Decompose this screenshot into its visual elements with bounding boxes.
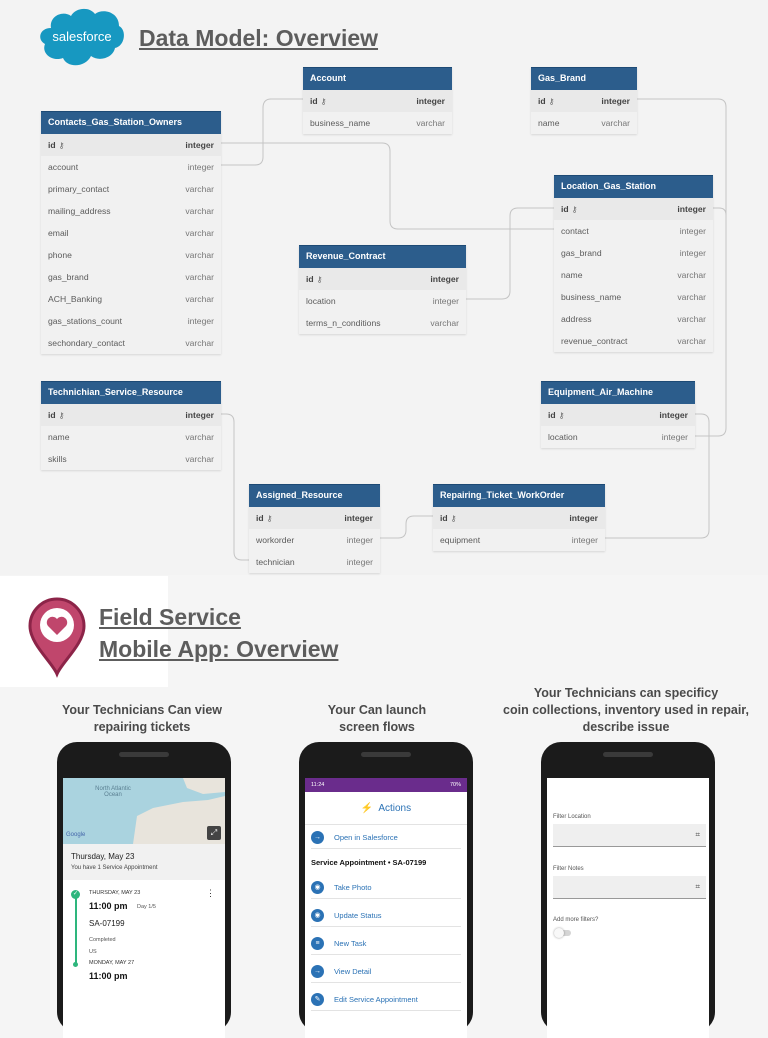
table-contacts-gas-station-owners <box>41 111 221 354</box>
table-account <box>303 67 452 134</box>
column-row <box>554 264 713 286</box>
actions-title: Actions <box>378 802 412 814</box>
phone-screen <box>63 778 225 1038</box>
filter-notes-input[interactable] <box>553 876 706 899</box>
action-label: Update Status <box>334 910 382 920</box>
phone-screen <box>305 778 467 1038</box>
column-type: varchar <box>185 338 214 348</box>
key-icon: ⚷ <box>450 513 457 523</box>
filter-notes-label: Filter Notes <box>553 866 584 872</box>
column-row <box>41 332 221 354</box>
column-name: id <box>48 140 56 150</box>
appointments-note: You have 1 Service Appointment <box>71 865 158 871</box>
key-icon: ⚷ <box>58 410 65 420</box>
column-name: gas_brand <box>48 272 89 282</box>
column-name: id <box>310 96 318 106</box>
column-type: varchar <box>677 270 706 280</box>
phone-speaker <box>361 752 411 757</box>
column-type: integer <box>346 535 373 545</box>
time1: 11:00 pm <box>89 901 128 911</box>
status-battery: 70% <box>449 782 461 788</box>
table-header: Repairing_Ticket_WorkOrder <box>433 484 605 507</box>
column-name: address <box>561 314 592 324</box>
key-icon: ⚷ <box>320 96 327 106</box>
caption-line: coin collections, inventory used in repair, <box>503 703 749 717</box>
phone-tickets <box>57 742 231 1032</box>
column-name: location <box>548 432 578 442</box>
table-equipment-air-machine <box>541 381 695 448</box>
column-name: terms_n_conditions <box>306 318 381 328</box>
phone-actions <box>299 742 473 1032</box>
column-row <box>299 290 466 312</box>
phone-filters <box>541 742 715 1032</box>
table-header: Equipment_Air_Machine <box>541 381 695 404</box>
status-text: Completed <box>89 937 116 943</box>
table-header: Location_Gas_Station <box>554 175 713 198</box>
column-type: integer <box>185 410 214 420</box>
column-type: integer <box>661 432 688 442</box>
column-type: varchar <box>185 228 214 238</box>
caption-line: repairing tickets <box>93 720 191 734</box>
column-type: integer <box>185 140 214 150</box>
column-type: varchar <box>677 336 706 346</box>
column-name: email <box>48 228 69 238</box>
status-icon: ◉ <box>311 909 324 922</box>
column-type: varchar <box>677 314 706 324</box>
column-type: integer <box>569 513 598 523</box>
column-type: varchar <box>416 118 445 128</box>
actions-header <box>305 792 467 825</box>
column-name: ACH_Banking <box>48 294 102 304</box>
svg-text:salesforce: salesforce <box>52 29 112 44</box>
column-row <box>41 266 221 288</box>
column-type: varchar <box>677 292 706 302</box>
column-type: varchar <box>185 272 214 282</box>
appointment-card[interactable] <box>63 880 225 990</box>
open-in-salesforce-action[interactable] <box>311 826 461 849</box>
column-name: technician <box>256 557 295 567</box>
add-more-filters-toggle[interactable] <box>555 930 571 936</box>
primary-key-row <box>531 90 637 112</box>
status-time: 11:24 <box>311 782 325 788</box>
column-name: name <box>48 432 70 442</box>
column-row <box>41 426 221 448</box>
column-name: workorder <box>256 535 295 545</box>
column-row <box>303 112 452 134</box>
column-row <box>554 330 713 352</box>
key-icon: ⚷ <box>558 410 565 420</box>
day-count: Day 1/5 <box>137 904 156 910</box>
column-type: integer <box>187 316 214 326</box>
table-technichian-service-resource <box>41 381 221 470</box>
column-name: id <box>561 204 569 214</box>
primary-key-row <box>303 90 452 112</box>
caption-line: Your Technicians Can view <box>62 703 222 717</box>
table-header: Contacts_Gas_Station_Owners <box>41 111 221 134</box>
country-text: US <box>89 949 97 955</box>
column-name: skills <box>48 454 67 464</box>
column-type: integer <box>679 226 706 236</box>
column-type: integer <box>677 204 706 214</box>
column-name: id <box>548 410 556 420</box>
column-name: revenue_contract <box>561 336 628 346</box>
column-name: id <box>256 513 264 523</box>
column-row <box>41 156 221 178</box>
column-type: varchar <box>185 294 214 304</box>
table-header: Gas_Brand <box>531 67 637 90</box>
arrow-right-icon: → <box>311 965 324 978</box>
map-view[interactable] <box>63 778 225 844</box>
column-type: varchar <box>601 118 630 128</box>
primary-key-row <box>41 404 221 426</box>
action-label: Open in Salesforce <box>334 832 398 842</box>
action-label: Edit Service Appointment <box>334 994 418 1004</box>
update-status-action[interactable] <box>311 904 461 927</box>
phone-screen <box>547 778 709 1038</box>
barcode-scan-icon[interactable]: ⌗ <box>695 830 700 839</box>
check-icon: ✓ <box>72 891 79 897</box>
column-name: equipment <box>440 535 481 545</box>
column-name: sechondary_contact <box>48 338 125 348</box>
edit-service-appointment-action[interactable] <box>311 988 461 1011</box>
column-row <box>41 288 221 310</box>
add-more-filters-label: Add more filters? <box>553 917 599 923</box>
toggle-knob <box>554 928 564 938</box>
day-header <box>63 844 225 880</box>
column-row <box>41 448 221 470</box>
day1-label: THURSDAY, MAY 23 <box>89 890 141 896</box>
column-row <box>41 222 221 244</box>
column-row <box>554 220 713 242</box>
column-name: business_name <box>561 292 622 302</box>
column-name: id <box>306 274 314 284</box>
google-mark: Google <box>66 832 86 838</box>
primary-key-row <box>249 507 380 529</box>
table-location-gas-station <box>554 175 713 352</box>
caption-screen-flows <box>292 702 462 736</box>
caption-view-tickets <box>42 702 242 736</box>
column-type: integer <box>416 96 445 106</box>
column-type: varchar <box>185 184 214 194</box>
column-name: gas_brand <box>561 248 602 258</box>
new-task-action[interactable] <box>311 932 461 955</box>
column-row <box>249 529 380 551</box>
primary-key-row <box>554 198 713 220</box>
caption-line: screen flows <box>339 720 415 734</box>
phone-speaker <box>119 752 169 757</box>
date-heading: Thursday, May 23 <box>71 852 135 861</box>
primary-key-row <box>299 268 466 290</box>
android-status-bar <box>305 778 467 792</box>
arrow-right-icon: → <box>311 831 324 844</box>
column-row <box>249 551 380 573</box>
column-type: integer <box>187 162 214 172</box>
table-header: Revenue_Contract <box>299 245 466 268</box>
primary-key-row <box>41 134 221 156</box>
take-photo-action[interactable] <box>311 876 461 899</box>
table-revenue-contract <box>299 245 466 334</box>
edit-icon: ✎ <box>311 993 324 1006</box>
heart-location-pin-icon <box>22 592 92 678</box>
key-icon: ⚷ <box>316 274 323 284</box>
column-type: integer <box>432 296 459 306</box>
action-label: View Detail <box>334 966 372 976</box>
key-icon: ⚷ <box>266 513 273 523</box>
view-detail-action[interactable] <box>311 960 461 983</box>
table-header: Assigned_Resource <box>249 484 380 507</box>
column-type: varchar <box>185 432 214 442</box>
column-type: integer <box>679 248 706 258</box>
column-name: business_name <box>310 118 371 128</box>
more-icon[interactable]: ⋮ <box>206 888 215 898</box>
map-ocean-label: North Atlantic Ocean <box>95 786 131 798</box>
lightning-icon: ⚡ <box>360 802 374 814</box>
key-icon: ⚷ <box>58 140 65 150</box>
column-type: integer <box>346 557 373 567</box>
column-row <box>554 286 713 308</box>
column-name: location <box>306 296 336 306</box>
column-name: gas_stations_count <box>48 316 123 326</box>
table-assigned-resource <box>249 484 380 573</box>
column-type: integer <box>344 513 373 523</box>
phone-speaker <box>603 752 653 757</box>
column-type: integer <box>430 274 459 284</box>
page-title: Data Model: Overview <box>139 25 379 51</box>
column-type: varchar <box>185 250 214 260</box>
column-name: account <box>48 162 79 172</box>
column-row <box>531 112 637 134</box>
column-row <box>41 244 221 266</box>
time2: 11:00 pm <box>89 971 128 981</box>
caption-line: Your Technicians can specificy <box>533 686 719 700</box>
expand-map-icon[interactable]: ⤢ <box>207 826 221 840</box>
column-name: contact <box>561 226 589 236</box>
key-icon: ⚷ <box>571 204 578 214</box>
caption-inventory <box>496 685 756 736</box>
column-name: id <box>538 96 546 106</box>
column-name: name <box>538 118 560 128</box>
timeline-dot <box>73 962 78 967</box>
column-type: integer <box>601 96 630 106</box>
column-name: primary_contact <box>48 184 110 194</box>
column-row <box>41 178 221 200</box>
column-name: id <box>440 513 448 523</box>
caption-line: Your Can launch <box>327 703 427 717</box>
field-service-title-line1: Field Service <box>99 604 241 630</box>
filter-location-input[interactable] <box>553 824 706 847</box>
table-gas-brand <box>531 67 637 134</box>
column-name: phone <box>48 250 72 260</box>
camera-icon: ◉ <box>311 881 324 894</box>
appointment-id: SA-07199 <box>89 919 125 928</box>
column-type: integer <box>659 410 688 420</box>
column-name: name <box>561 270 583 280</box>
timeline-line <box>75 894 77 964</box>
action-label: New Task <box>334 938 367 948</box>
column-name: id <box>48 410 56 420</box>
field-service-title-line2: Mobile App: Overview <box>99 636 339 662</box>
table-repairing-ticket-workorder <box>433 484 605 551</box>
field-service-title <box>99 601 338 665</box>
map-land-shapes <box>63 778 225 844</box>
column-type: varchar <box>185 206 214 216</box>
table-header: Technichian_Service_Resource <box>41 381 221 404</box>
column-row <box>299 312 466 334</box>
primary-key-row <box>541 404 695 426</box>
key-icon: ⚷ <box>548 96 555 106</box>
column-row <box>433 529 605 551</box>
column-row <box>41 310 221 332</box>
section-heading: Service Appointment • SA-07199 <box>311 858 427 867</box>
table-header: Account <box>303 67 452 90</box>
day2-label: MONDAY, MAY 27 <box>89 960 135 966</box>
column-type: varchar <box>185 454 214 464</box>
action-label: Take Photo <box>334 882 372 892</box>
column-row <box>554 242 713 264</box>
column-row <box>541 426 695 448</box>
column-type: varchar <box>430 318 459 328</box>
caption-line: describe issue <box>582 720 670 734</box>
barcode-scan-icon[interactable]: ⌗ <box>695 882 700 891</box>
filter-location-label: Filter Location <box>553 814 591 820</box>
column-type: integer <box>571 535 598 545</box>
column-name: mailing_address <box>48 206 111 216</box>
primary-key-row <box>433 507 605 529</box>
task-icon: ≡ <box>311 937 324 950</box>
column-row <box>554 308 713 330</box>
column-row <box>41 200 221 222</box>
